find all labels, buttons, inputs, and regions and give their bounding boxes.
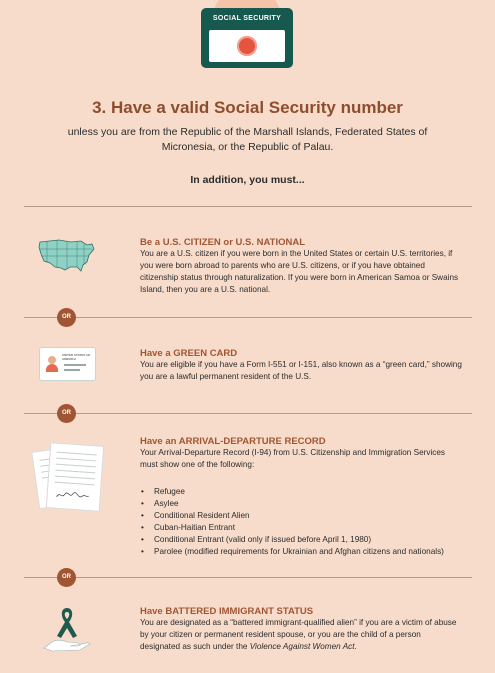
section-heading-arrival: Have an ARRIVAL-DEPARTURE RECORD [140, 436, 326, 447]
section-body-green-card: You are eligible if you have a Form I-551 or I-151, also known as a “green card,” showing you are a lawful permanent resident of the U.S. [140, 360, 462, 381]
signature-icon [55, 490, 90, 502]
card-inner [209, 30, 285, 62]
list-item: • Asylee [140, 498, 462, 510]
list-item: • Cuban-Haitian Entrant [140, 522, 462, 534]
divider [24, 317, 472, 318]
or-badge: OR [57, 308, 76, 327]
section-heading-citizen: Be a U.S. CITIZEN or U.S. NATIONAL [140, 237, 306, 248]
social-security-card-icon [201, 8, 293, 68]
green-card-icon [39, 347, 96, 381]
or-badge: OR [57, 404, 76, 423]
divider [24, 206, 472, 207]
ribbon-hand-icon [42, 604, 92, 652]
or-badge: OR [57, 568, 76, 587]
section-body-battered: You are designated as a “battered immigrant-qualified alien” if you are a victim of abuse by your citizen or permanent resident spouse, or you are the child of a person designated as such under the Violence Against Women Act. [140, 618, 457, 651]
section-body-arrival: Your Arrival-Departure Record (I-94) from U.S. Citizenship and Immigration Services must show one of the following: [140, 448, 446, 469]
section-heading-battered: Have BATTERED IMMIGRANT STATUS [140, 606, 314, 617]
divider [24, 577, 472, 578]
section-body-citizen: You are a U.S. citizen if you were born in the United States or certain U.S. territories, if you were born abroad to parents who are U.S. citizens, or if you have obtained citizenship status through naturalization. If you were born in American Samoa or Swains Island, then you are a U.S. national. [140, 249, 459, 294]
section-heading-green-card: Have a GREEN CARD [140, 348, 238, 359]
card-text-2: AMERICA [62, 357, 76, 361]
card-text-1: UNITED STATES OF [62, 353, 91, 357]
list-item: • Parolee (modified requirements for Ukrainian and Afghan citizens and nationals) [140, 546, 462, 558]
seal-icon [237, 36, 257, 56]
divider [24, 413, 472, 414]
list-item: • Conditional Resident Alien [140, 510, 462, 522]
page-title: 3. Have a valid Social Security number [92, 98, 403, 117]
status-list [140, 486, 462, 558]
addition-text: In addition, you must... [190, 174, 305, 186]
card-photo [45, 354, 59, 372]
list-item: • Conditional Entrant (valid only if issued before April 1, 1980) [140, 534, 462, 546]
page-subtitle: unless you are from the Republic of the Marshall Islands, Federated States of Micronesia, or the Republic of Palau. [67, 126, 428, 153]
us-map-icon [37, 236, 97, 276]
list-item: • Refugee [140, 486, 462, 498]
card-label: SOCIAL SECURITY [212, 15, 282, 22]
